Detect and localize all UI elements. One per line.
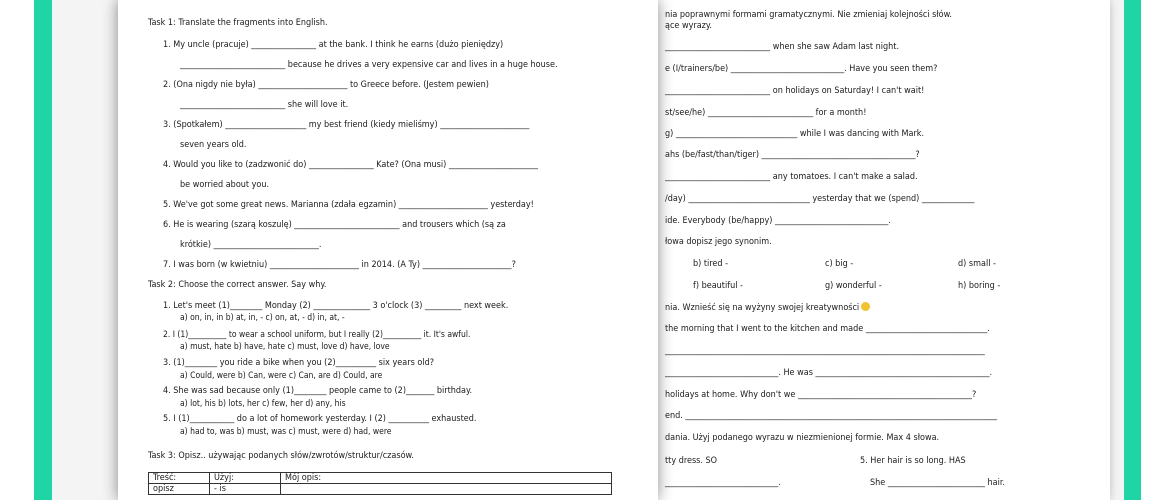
exercise-line: ____________________________. He was ___________________________________________. [665,368,993,378]
worksheet-page-right [640,0,1110,500]
instruction-line [665,302,870,314]
synonym-item: f) beautiful - [693,281,743,291]
exercise-line: tty dress. SO [665,456,718,466]
worksheet-page-left [118,0,658,500]
task2-options: a) had to, was b) must, was c) must, were d) had, were [180,427,392,437]
table-header-cell: Użyj: [210,473,281,484]
task1-line: 2. (Ona nigdy nie była) ______________________ to Greece before. (Jestem pewien) [163,80,489,90]
task1-line: be worried about you. [180,180,270,190]
synonym-item: c) big - [825,259,854,269]
exercise-line: holidays at home. Why don't we ___________________________________________? [665,390,977,400]
exercise-line: __________________________ any tomatoes. I can't make a salad. [665,172,918,182]
instruction-text: nia. Wznieść się na wyżyny swojej kreatywności [665,303,860,313]
exercise-line: g) ______________________________ while I was dancing with Mark. [665,129,925,139]
exercise-line: e (I/trainers/be) ____________________________. Have you seen them? [665,64,938,74]
instruction-line: łowa dopisz jego synonim. [665,237,772,247]
task2-options: a) Could, were b) Can, were c) Can, are d) Could, are [180,371,383,381]
task1-line: 1. My uncle (pracuje) ________________ at the bank. I think he earns (dużo pieniędzy) [163,40,504,50]
instruction-line: nia poprawnymi formami gramatycznymi. Nie zmieniaj kolejności słów. [665,10,952,20]
table-cell: - is [210,484,281,495]
exercise-line: 5. Her hair is so long. HAS [860,456,966,466]
exercise-line: the morning that I went to the kitchen and made ______________________________. [665,324,990,334]
smiley-emoji-icon [861,302,870,311]
task1-line: 5. We've got some great news. Marianna (zdała egzamin) ______________________ yesterday! [163,200,534,210]
exercise-line: /day) ______________________________ yesterday that we (spend) _____________ [665,194,975,204]
task1-title: Task 1: Translate the fragments into English. [148,18,328,28]
right-border-frame [1124,0,1141,500]
synonym-item: b) tired - [693,259,729,269]
task2-options: a) on, in, in b) at, in, - c) on, at, - d) in, at, - [180,313,345,323]
table-header-cell: Mój opis: [281,473,612,484]
left-border-frame [34,0,52,500]
task2-options: a) lot, his b) lots, her c) few, her d) any, his [180,399,346,409]
task1-line: 6. He is wearing (szarą koszulę) __________________________ and trousers which (są za [163,220,506,230]
table-cell: opisz [149,484,210,495]
exercise-line: She ________________________ hair. [870,478,1005,488]
exercise-line: st/see/he) __________________________ for a month! [665,108,867,118]
table-header-cell: Treść: [149,473,210,484]
task2-question: 4. She was sad because only (1)________ people came to (2)_______ birthday. [163,386,473,396]
task1-line: seven years old. [180,140,247,150]
task1-line: 4. Would you like to (zadzwonić do) ________________ Kate? (Ona musi) ______________________ [163,160,538,170]
task2-question: 3. (1)________ you ride a bike when you (2)__________ six years old? [163,358,435,368]
task3-table [148,472,612,495]
task1-line: __________________________ because he drives a very expensive car and lives in a huge house. [180,60,558,70]
task1-line: krótkie) __________________________. [180,240,322,250]
task2-question: 1. Let's meet (1)________ Monday (2) ______________ 3 o'clock (3) _________ next week. [163,301,509,311]
synonym-item: g) wonderful - [825,281,882,291]
exercise-line: end. _____________________________________________________________________________ [665,411,998,421]
table-header-row [149,473,612,484]
synonym-item: h) boring - [958,281,1001,291]
exercise-line: __________________________ on holidays on Saturday! I can't wait! [665,86,925,96]
instruction-line: ące wyrazy. [665,21,712,31]
task2-title: Task 2: Choose the correct answer. Say why. [148,280,327,290]
instruction-line: dania. Użyj podanego wyrazu w niezmienionej formie. Max 4 słowa. [665,433,940,443]
task2-question: 2. I (1)__________ to wear a school uniform, but I really (2)__________ it. It's awful. [163,330,471,340]
exercise-line: _______________________________________________________________________________ [665,346,985,356]
synonym-item: d) small - [958,259,996,269]
exercise-line: ahs (be/fast/than/tiger) ______________________________________? [665,150,920,160]
table-row [149,484,612,495]
table-cell [281,484,612,495]
exercise-line: ____________________________. [665,478,781,488]
task1-line: 3. (Spotkałem) ____________________ my best friend (kiedy mieliśmy) ______________________ [163,120,530,130]
task2-options: a) must, hate b) have, hate c) must, love d) have, love [180,342,390,352]
task2-question: 5. I (1)___________ do a lot of homework yesterday. I (2) __________ exhausted. [163,414,477,424]
task1-line: 7. I was born (w kwietniu) ______________________ in 2014. (A Ty) ______________________? [163,260,516,270]
exercise-line: __________________________ when she saw Adam last night. [665,42,900,52]
task1-line: __________________________ she will love it. [180,100,349,110]
task3-title: Task 3: Opisz.. używając podanych słów/zwrotów/struktur/czasów. [148,451,414,461]
exercise-line: ide. Everybody (be/happy) ____________________________. [665,216,891,226]
